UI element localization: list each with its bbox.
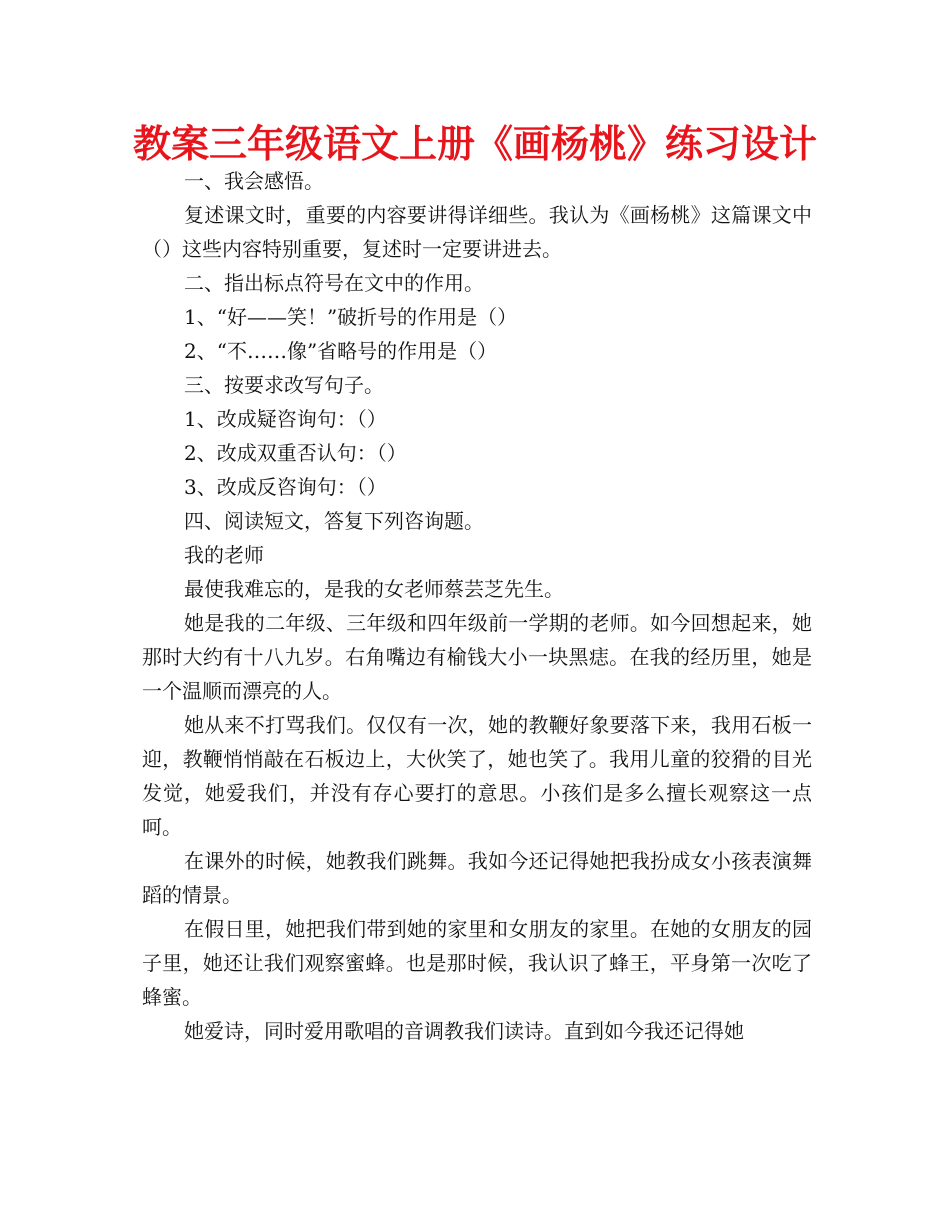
question-item: 1、改成疑咨询句：（） xyxy=(184,407,387,431)
paragraph: 在假日里，她把我们带到她的家里和女朋友的家里。在她的女朋友的园子里，她还让我们观察蜜蜂。也是那时候，我认识了蜂王，平身第一次吃了蜂蜜。 xyxy=(142,917,812,1009)
document-title: 教案三年级语文上册《画杨桃》练习设计 xyxy=(132,122,817,166)
paragraph: 她爱诗，同时爱用歌唱的音调教我们读诗。直到如今我还记得她 xyxy=(184,1019,744,1043)
section-heading-3: 三、按要求改写句子。 xyxy=(184,373,384,397)
question-item: 2、改成双重否认句：（） xyxy=(184,441,407,465)
section-heading-1: 一、我会感悟。 xyxy=(184,169,324,193)
section-heading-4: 四、阅读短文，答复下列咨询题。 xyxy=(184,509,484,533)
paragraph: 在课外的时候，她教我们跳舞。我如今还记得她把我扮成女小孩表演舞蹈的情景。 xyxy=(142,849,812,907)
section-heading-2: 二、指出标点符号在文中的作用。 xyxy=(184,271,484,295)
document-body xyxy=(142,164,812,1048)
paragraph: 她是我的二年级、三年级和四年级前一学期的老师。如今回想起来，她那时大约有十八九岁。右角嘴边有榆钱大小一块黑痣。在我的经历里，她是一个温顺而漂亮的人。 xyxy=(142,611,812,703)
paragraph: 她从来不打骂我们。仅仅有一次，她的教鞭好象要落下来，我用石板一迎，教鞭悄悄敲在石板边上，大伙笑了，她也笑了。我用儿童的狡猾的目光发觉，她爱我们，并没有存心要打的意思。小孩们是多么擅长观察这一点呵。 xyxy=(142,713,812,839)
question-item: 1、“好——笑！”破折号的作用是（） xyxy=(184,305,518,329)
question-item: 2、“不……像”省略号的作用是（） xyxy=(184,339,498,363)
paragraph: 最使我难忘的，是我的女老师蔡芸芝先生。 xyxy=(184,577,564,601)
paragraph: 复述课文时，重要的内容要讲得详细些。我认为《画杨桃》这篇课文中（）这些内容特别重要，复述时一定要讲进去。 xyxy=(142,203,812,261)
question-item: 3、改成反咨询句：（） xyxy=(184,475,387,499)
article-title: 我的老师 xyxy=(184,543,264,567)
